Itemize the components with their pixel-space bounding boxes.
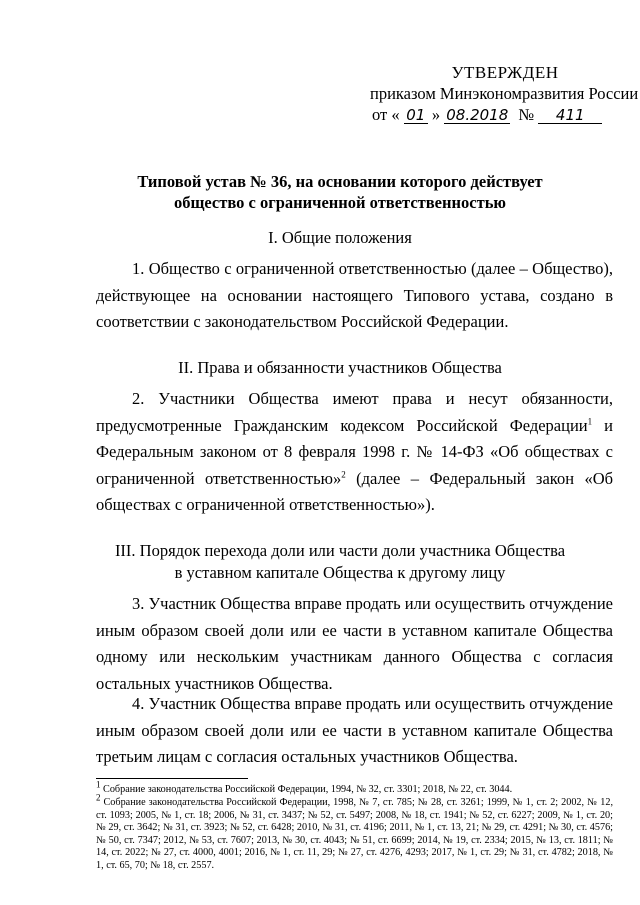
section-heading-3-line-1: III. Порядок перехода доли или части доли участника Общества [114,541,566,560]
approval-order-line: приказом Минэкономразвития России [370,84,639,103]
paragraph-3-text: 3. Участник Общества вправе продать или осуществить отчуждение иным образом своей доли или ее части в уставном капитале Общества одному или нескольким участникам данного Общества с согласия остальных участников Общества. [96,594,613,693]
document-title [60,171,620,213]
paragraph-4 [96,691,613,771]
paragraph-2-text [96,386,613,519]
footnote-1-mark: 1 [96,779,101,790]
section-heading-3 [60,540,620,584]
handwritten-order-number: 411 [538,107,602,124]
paragraph-2-part-b: и Федеральным законом от 8 февраля 1998 г. № 14-ФЗ «Об обществах с ограниченной ответственностью» [96,415,613,488]
footnote-2-text: Собрание законодательства Российской Федерации, 1998, № 7, ст. 785; № 28, ст. 3261; 1999, № 1, ст. 2; 2002, № 12, ст. 1093; 2005, № 1, ст. 18; 2006, № 31, ст. 3437; № 52, ст. 5497; 2008, № 18, ст. 1941; № 52, ст. 6227; 2009, № 1, ст. 20; № 29, ст. 3642; № 31, ст. 3923; № 52, ст. 6428; 2010, № 31, ст. 4196; 2011, № 1, ст. 13, 21; № 29, ст. 4291; № 30, ст. 4576; № 50, ст. 7347; 2012, № 53, ст. 7607; 2013, № 30, ст. 4043; № 51, ст. 6699; 2014, № 19, ст. 2334; 2015, № 13, ст. 1811; № 14, ст. 2022; № 27, ст. 4000, 4001; 2016, № 1, ст. 11, 29; № 27, ст. 4276, 4293; 2017, № 1, ст. 29; № 31, ст. 4782; 2018, № 1, ст. 65, 70; № 18, ст. 2557. [96,797,613,871]
section-heading-3-line-2: в уставном капитале Общества к другому лицу [174,563,506,582]
footnote-2-mark: 2 [96,792,101,803]
date-mid: » [431,105,441,124]
section-heading-2: II. Права и обязанности участников Общества [178,358,502,377]
number-prefix: № [518,105,535,124]
footnote-1-text: Собрание законодательства Российской Федерации, 1994, № 32, ст. 3301; 2018, № 22, ст. 3044. [100,784,513,795]
paragraph-4-text: 4. Участник Общества вправе продать или осуществить отчуждение иным образом своей доли или ее части в уставном капитале Общества третьим лицам с согласия остальных участников Общества. [96,694,613,766]
handwritten-day: 01 [404,107,428,124]
approval-date-line [370,104,620,125]
footnote-ref-1: 1 [587,416,593,426]
document-title-line-1: Типовой устав № 36, на основании которого действует [137,172,543,191]
paragraph-2-part-c: (далее – Федеральный закон «Об обществах с ограниченной ответственностью»). [96,468,614,514]
paragraph-2-part-a: 2. Участники Общества имеют права и несут обязанности, предусмотренные Гражданским кодексом Российской Федерации [96,389,613,435]
document-title-line-2: общество с ограниченной ответственностью [173,193,507,212]
paragraph-1 [96,256,613,336]
approval-title: УТВЕРЖДЕН [451,63,559,82]
handwritten-month-year: 08.2018 [446,106,509,124]
footnote-separator [96,778,248,779]
paragraph-3 [96,591,613,697]
approval-stamp [370,62,639,125]
footnote-2 [96,792,613,873]
paragraph-1-text: 1. Общество с ограниченной ответственностью (далее – Общество), действующее на основании настоящего Типового устава, создано в соответствии с законодательством Российской Федерации. [96,259,613,331]
footnote-ref-2: 2 [341,469,346,479]
section-heading-1: I. Общие положения [268,228,412,247]
paragraph-2 [96,386,613,519]
footnote-1 [96,779,613,797]
date-prefix: от « [372,105,400,124]
